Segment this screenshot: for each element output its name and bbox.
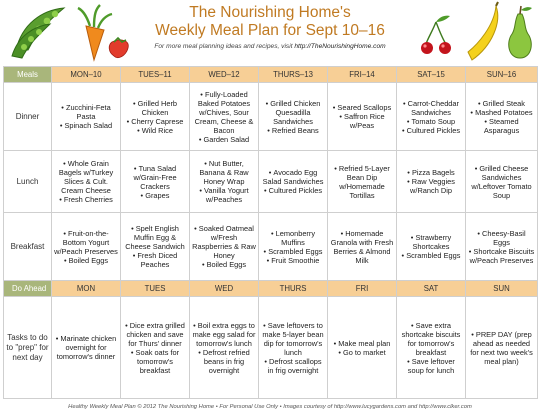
meal-plan-table [3,66,538,399]
task-cell [259,297,328,399]
task-item: • Make meal plan [330,339,394,348]
meal-cell [121,213,190,281]
task-item: • Dice extra grilled chicken and save for Thurs' dinner [123,321,187,348]
fruits-illustration [418,0,538,64]
menu-item: • Steamed Asparagus [468,117,535,135]
task-cell [328,297,397,399]
meal-row-label: Dinner [4,83,52,151]
menu-item: • Fully-Loaded Baked Potatoes w/Chives, Sour Cream, Cheese & Bacon [192,90,256,135]
menu-item: • Cultured Pickles [399,126,463,135]
task-item: • Save extra shortcake biscuits for tomorrow's breakfast [399,321,463,357]
meal-cell [52,83,121,151]
task-cell [466,297,538,399]
task-cell [397,297,466,399]
menu-item: • Raw Veggies w/Ranch Dip [399,177,463,195]
menu-item: • Vanilla Yogurt w/Peaches [192,186,256,204]
meal-cell [397,213,466,281]
do-ahead-day: WED [190,281,259,297]
website-link[interactable]: http://TheNourishingHome.com [294,43,386,50]
meals-column-header: Meals [4,67,52,83]
task-cell [121,297,190,399]
menu-item: • Tomato Soup [399,117,463,126]
meal-row-label: Breakfast [4,213,52,281]
meal-row-breakfast [4,213,538,281]
meal-cell [259,83,328,151]
day-header-row [4,67,538,83]
meal-cell [190,213,259,281]
meal-cell [121,83,190,151]
menu-item: • Fruit Smoothie [261,256,325,265]
menu-item: • Spelt English Muffin Egg & Cheese Sandwich [123,224,187,251]
title-line-2: Weekly Meal Plan for Sept 10–16 [155,22,385,39]
menu-item: • Shortcake Biscuits w/Peach Preserves [468,247,535,265]
task-cell [52,297,121,399]
task-cell [190,297,259,399]
task-item: • Go to market [330,348,394,357]
title-line-1: The Nourishing Home's [189,4,351,21]
day-header: TUES–11 [121,67,190,83]
task-item: • Defrost scallops in frig overnight [261,357,325,375]
do-ahead-row [4,297,538,399]
menu-item: • Refried 5-Layer Bean Dip w/Homemade Tortillas [330,164,394,200]
page-header [0,0,540,66]
task-item: • Soak oats for tomorrow's breakfast [123,348,187,375]
menu-item: • Fresh Diced Peaches [123,251,187,269]
menu-item: • Fresh Cherries [54,195,118,204]
meal-cell [259,213,328,281]
day-header: MON–10 [52,67,121,83]
task-item: • Save leftover soup for lunch [399,357,463,375]
menu-item: • Cheesy-Basil Eggs [468,229,535,247]
menu-item: • Zucchini-Feta Pasta [54,103,118,121]
tasks-label: Tasks to do to "prep" for next day [4,297,52,399]
meal-cell [52,151,121,213]
menu-item: • Nut Butter, Banana & Raw Honey Wrap [192,159,256,186]
menu-item: • Grilled Chicken Quesadilla Sandwiches [261,99,325,126]
menu-item: • Boiled Eggs [192,260,256,269]
day-header: THURS–13 [259,67,328,83]
meal-row-dinner [4,83,538,151]
task-item: • Marinate chicken overnight for tomorrow's dinner [54,334,118,361]
do-ahead-day: SUN [466,281,538,297]
subtitle-text: For more meal planning ideas and recipes, visit [154,43,295,50]
meal-cell [328,213,397,281]
menu-item: • Grilled Herb Chicken [123,99,187,117]
menu-item: • Strawberry Shortcakes [399,233,463,251]
menu-item: • Soaked Oatmeal w/Fresh Raspberries & Raw Honey [192,224,256,260]
menu-item: • Scrambled Eggs [261,247,325,256]
task-item: • Boil extra eggs to make egg salad for tomorrow's lunch [192,321,256,348]
meal-cell [397,83,466,151]
menu-item: • Seared Scallops [330,103,394,112]
task-item: • Save leftovers to make 5-layer bean dip for tomorrow's lunch [261,321,325,357]
menu-item: • Pizza Bagels [399,168,463,177]
do-ahead-day: FRI [328,281,397,297]
day-header: FRI–14 [328,67,397,83]
meal-cell [190,83,259,151]
meal-cell [190,151,259,213]
menu-item: • Tuna Salad w/Grain-Free Crackers [123,164,187,191]
do-ahead-day: SAT [397,281,466,297]
menu-item: • Cultured Pickles [261,186,325,195]
meal-cell [328,83,397,151]
menu-item: • Saffron Rice w/Peas [330,112,394,130]
menu-item: • Grilled Cheese Sandwiches w/Leftover Tomato Soup [468,164,535,200]
menu-item: • Avocado Egg Salad Sandwiches [261,168,325,186]
meal-cell [466,213,538,281]
menu-item: • Boiled Eggs [54,256,118,265]
menu-item: • Lemonberry Muffins [261,229,325,247]
menu-item: • Carrot-Cheddar Sandwiches [399,99,463,117]
meal-cell [466,151,538,213]
menu-item: • Homemade Granola with Fresh Berries & Almond Milk [330,229,394,265]
menu-item: • Scrambled Eggs [399,251,463,260]
meal-cell [259,151,328,213]
task-item: • PREP DAY (prep ahead as needed for next two week's meal plan) [468,330,535,366]
meal-cell [397,151,466,213]
banana-icon [468,2,498,60]
do-ahead-day: TUES [121,281,190,297]
day-header: SUN–16 [466,67,538,83]
footer-credits: Healthy Weekly Meal Plan © 2012 The Nourishing Home • For Personal Use Only • Images courtesy of http://www.lucygardens.com and http://www.clker.com [68,404,472,410]
task-item: • Defrost refried beans in frig overnight [192,348,256,375]
menu-item: • Spinach Salad [54,121,118,130]
menu-item: • Fruit-on-the-Bottom Yogurt w/Peach Preserves [54,229,118,256]
day-header: SAT–15 [397,67,466,83]
day-header: WED–12 [190,67,259,83]
meal-row-label: Lunch [4,151,52,213]
do-ahead-day: MON [52,281,121,297]
cherries-icon [421,16,451,54]
menu-item: • Mashed Potatoes [468,108,535,117]
do-ahead-day: THURS [259,281,328,297]
menu-item: • Refried Beans [261,126,325,135]
meal-cell [121,151,190,213]
meal-cell [328,151,397,213]
menu-item: • Grapes [123,191,187,200]
menu-item: • Wild Rice [123,126,187,135]
meal-cell [466,83,538,151]
menu-item: • Whole Grain Bagels w/Turkey Slices & Cult. Cream Cheese [54,159,118,195]
menu-item: • Cherry Caprese [123,117,187,126]
menu-item: • Garden Salad [192,135,256,144]
do-ahead-label: Do Ahead [4,281,52,297]
meal-row-lunch [4,151,538,213]
menu-item: • Grilled Steak [468,99,535,108]
pear-icon [509,6,532,58]
do-ahead-header-row [4,281,538,297]
meal-cell [52,213,121,281]
